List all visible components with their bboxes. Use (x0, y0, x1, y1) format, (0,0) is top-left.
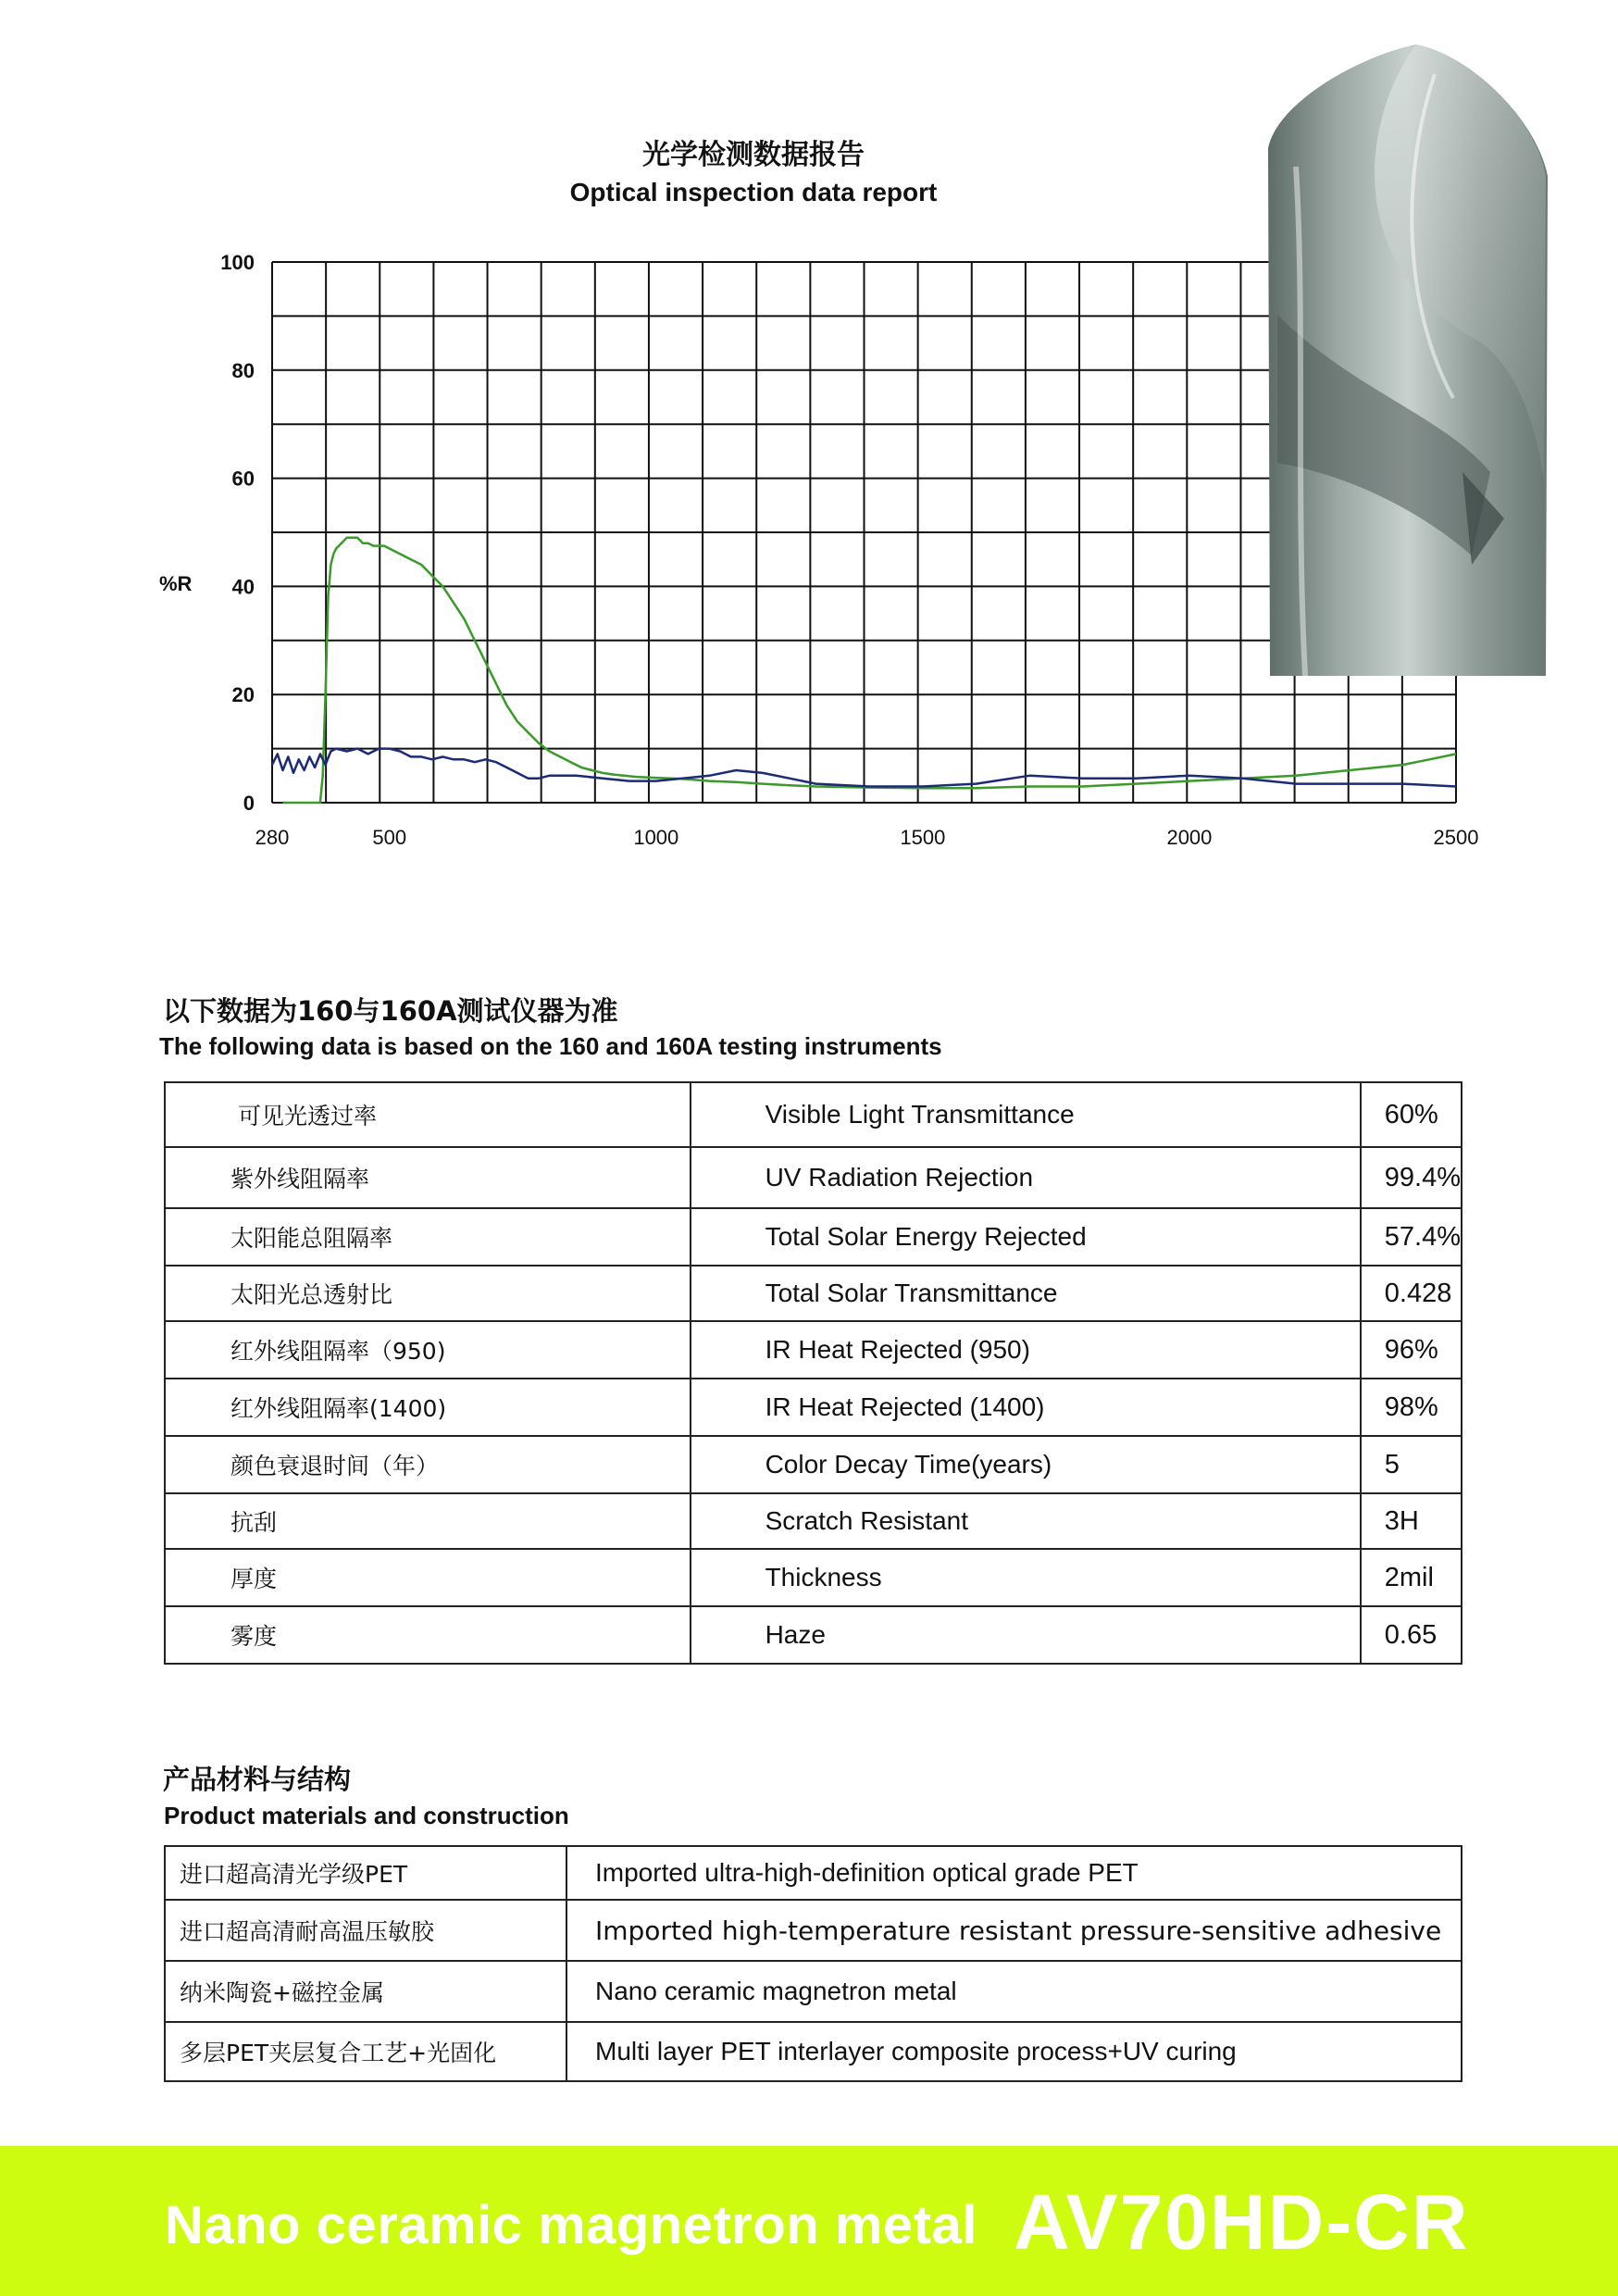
spec-label-cn: 厚度 (165, 1549, 691, 1606)
spec-label-cn: 颜色衰退时间（年） (165, 1436, 691, 1493)
rolled-film-icon (1240, 37, 1555, 685)
x-tick-label: 2500 (1433, 826, 1479, 849)
material-label-cn: 进口超高清耐高温压敏胶 (165, 1900, 566, 1961)
spec-value: 0.65 (1361, 1606, 1462, 1664)
y-tick-label: 20 (231, 683, 255, 707)
spec-row (165, 1082, 1462, 1147)
spec-row (165, 1266, 1462, 1321)
spec-label-cn: 太阳光总透射比 (165, 1266, 691, 1321)
material-label-en: Imported high-temperature resistant pressure-sensitive adhesive (566, 1900, 1462, 1961)
product-model: AV70HD-CR (1014, 2178, 1470, 2265)
spec-row (165, 1436, 1462, 1493)
material-row (165, 2022, 1462, 2081)
spec-label-cn: 雾度 (165, 1606, 691, 1664)
spec-label-en: Total Solar Energy Rejected (691, 1208, 1361, 1266)
material-row (165, 1961, 1462, 2022)
spec-value: 2mil (1361, 1549, 1462, 1606)
spec-heading-en: The following data is based on the 160 and 160A testing instruments (159, 1032, 942, 1060)
spec-table (164, 1081, 1462, 1665)
materials-heading-cn: 产品材料与结构 (163, 1764, 352, 1795)
spec-row (165, 1208, 1462, 1266)
material-row (165, 1900, 1462, 1961)
y-axis-ticks (220, 251, 255, 815)
report-title-en: Optical inspection data report (569, 178, 938, 206)
spec-label-cn: 太阳能总阻隔率 (165, 1208, 691, 1266)
material-label-cn: 进口超高清光学级PET (165, 1846, 566, 1900)
spec-label-en: IR Heat Rejected (950) (691, 1321, 1361, 1379)
spec-row (165, 1147, 1462, 1208)
spec-value: 0.428 (1361, 1266, 1462, 1321)
material-row (165, 1846, 1462, 1900)
material-label-en: Imported ultra-high-definition optical grade PET (566, 1846, 1462, 1900)
spec-label-cn: 紫外线阻隔率 (165, 1147, 691, 1208)
spec-heading-cn: 以下数据为160与160A测试仪器为准 (163, 995, 618, 1027)
x-tick-label: 500 (372, 826, 407, 849)
x-tick-label: 1500 (900, 826, 946, 849)
spec-label-en: Thickness (691, 1549, 1361, 1606)
spec-value: 3H (1361, 1493, 1462, 1549)
footer-tagline: Nano ceramic magnetron metal (165, 2195, 977, 2255)
spec-value: 96% (1361, 1321, 1462, 1379)
spec-row (165, 1321, 1462, 1379)
x-axis-ticks (255, 826, 1479, 849)
spec-value: 99.4% (1361, 1147, 1462, 1208)
spec-label-en: UV Radiation Rejection (691, 1147, 1361, 1208)
spec-row (165, 1549, 1462, 1606)
spec-label-en: Total Solar Transmittance (691, 1266, 1361, 1321)
x-tick-label: 1000 (633, 826, 679, 849)
y-tick-label: 40 (231, 575, 255, 599)
materials-table (164, 1845, 1462, 2082)
spec-value: 98% (1361, 1379, 1462, 1436)
x-tick-label: 280 (255, 826, 290, 849)
material-label-cn: 纳米陶瓷+磁控金属 (165, 1961, 566, 2022)
y-tick-label: 0 (243, 792, 255, 815)
spec-label-cn: 抗刮 (165, 1493, 691, 1549)
y-tick-label: 80 (231, 358, 255, 382)
spec-label-cn: 红外线阻隔率(1400) (165, 1379, 691, 1436)
spec-label-en: Visible Light Transmittance (691, 1082, 1361, 1147)
spec-label-cn: 可见光透过率 (165, 1082, 691, 1147)
y-tick-label: 60 (231, 467, 255, 491)
spec-value: 57.4% (1361, 1208, 1462, 1266)
spec-label-en: IR Heat Rejected (1400) (691, 1379, 1361, 1436)
material-label-en: Nano ceramic magnetron metal (566, 1961, 1462, 2022)
spec-label-cn: 红外线阻隔率（950) (165, 1321, 691, 1379)
y-axis-title: %R (159, 572, 193, 595)
y-tick-label: 100 (220, 251, 255, 274)
spec-row (165, 1606, 1462, 1664)
report-title-cn: 光学检测数据报告 (642, 139, 865, 171)
materials-heading-en: Product materials and construction (164, 1802, 569, 1829)
material-label-en: Multi layer PET interlayer composite process+UV curing (566, 2022, 1462, 2081)
spec-row (165, 1379, 1462, 1436)
material-label-cn: 多层PET夹层复合工艺+光固化 (165, 2022, 566, 2081)
spec-label-en: Haze (691, 1606, 1361, 1664)
spec-row (165, 1493, 1462, 1549)
spec-label-en: Color Decay Time(years) (691, 1436, 1361, 1493)
spec-label-en: Scratch Resistant (691, 1493, 1361, 1549)
spec-value: 5 (1361, 1436, 1462, 1493)
x-tick-label: 2000 (1166, 826, 1213, 849)
spec-value: 60% (1361, 1082, 1462, 1147)
